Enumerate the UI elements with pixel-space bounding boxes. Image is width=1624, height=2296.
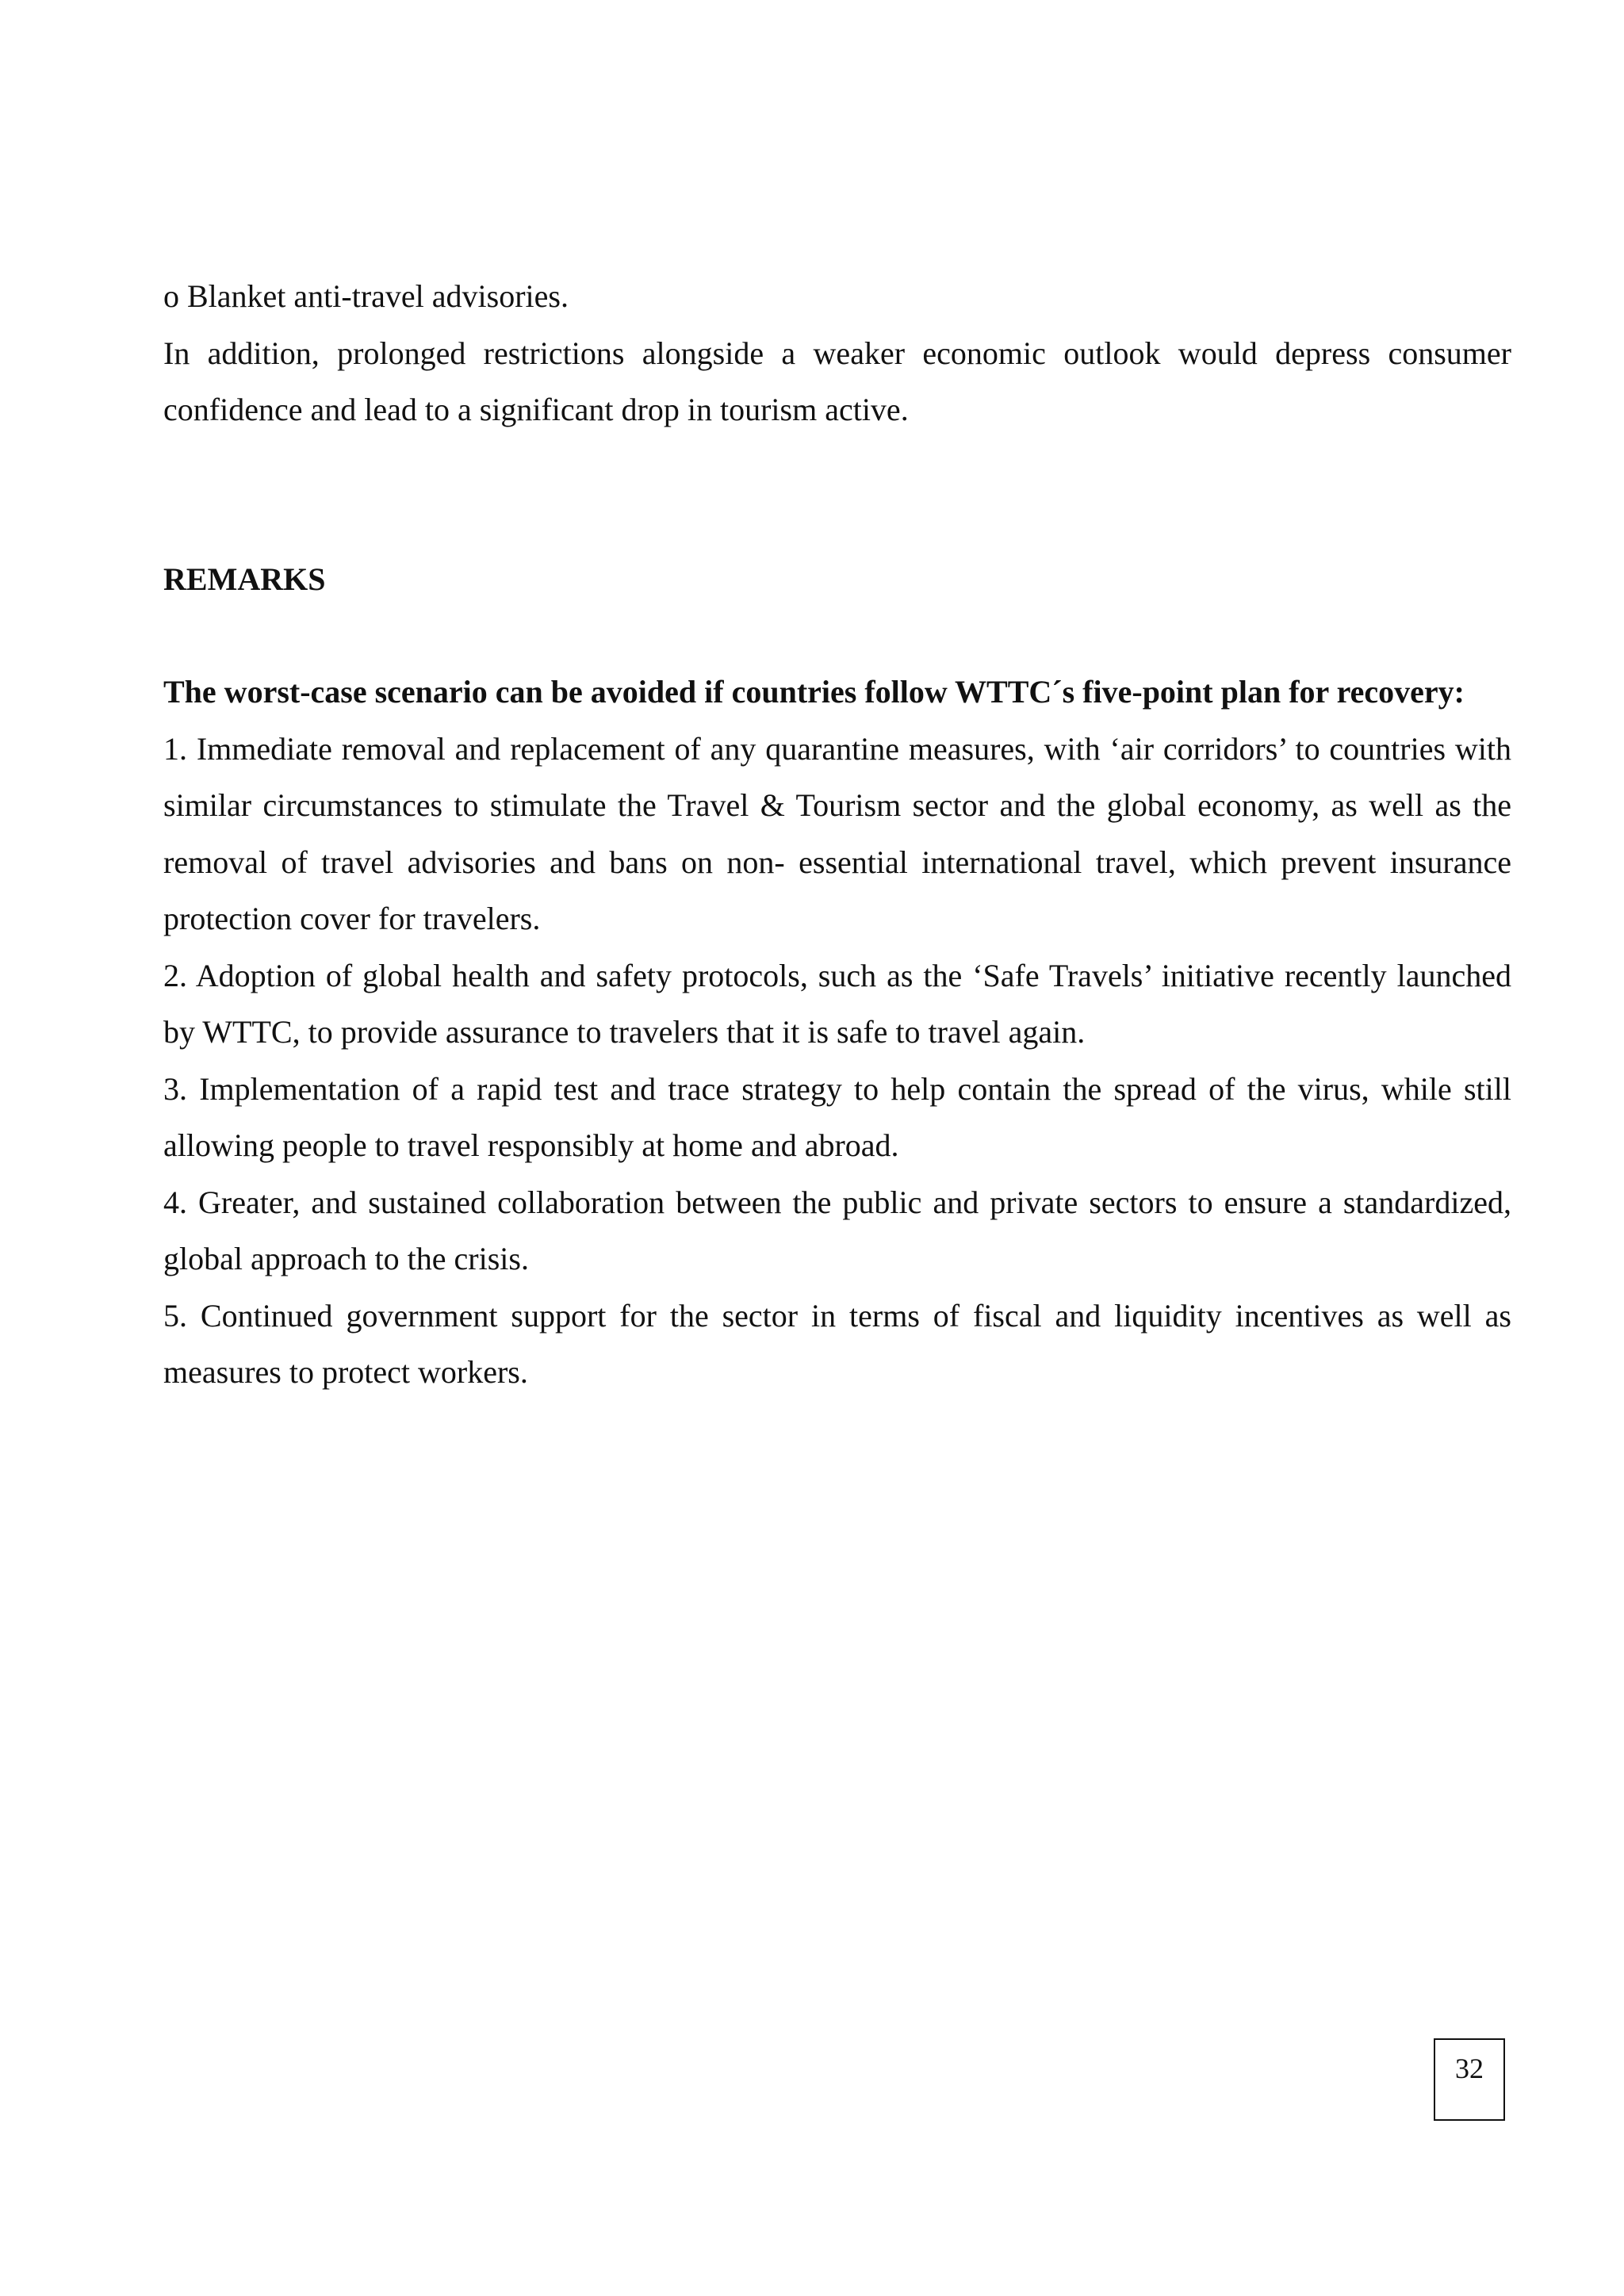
plan-item-1: 1. Immediate removal and replacement of any quarantine measures, with ‘air corridors’ to countries with similar circumstances to stimulate the Travel & Tourism sector and the global economy, as well as the removal of travel advisories and bans on non- essential international travel, which prevent insurance protection cover for travelers.: [163, 730, 1511, 936]
section-heading: REMARKS: [163, 561, 326, 597]
document-body: [163, 268, 1511, 1401]
lead-statement: The worst-case scenario can be avoided if countries follow WTTC´s five-point plan for recovery:: [163, 674, 1465, 710]
bullet-item: o Blanket anti-travel advisories.: [163, 278, 569, 314]
plan-item-4: 4. Greater, and sustained collaboration between the public and private sectors to ensure a standardized, global approach to the crisis.: [163, 1184, 1511, 1276]
plan-item-3: 3. Implementation of a rapid test and trace strategy to help contain the spread of the virus, while still allowing people to travel responsibly at home and abroad.: [163, 1070, 1511, 1163]
plan-item-5: 5. Continued government support for the sector in terms of fiscal and liquidity incentives as well as measures to protect workers.: [163, 1297, 1511, 1390]
page-number: 32: [1434, 2038, 1505, 2121]
plan-item-2: 2. Adoption of global health and safety protocols, such as the ‘Safe Travels’ initiative recently launched by WTTC, to provide assurance to travelers that it is safe to travel again.: [163, 957, 1511, 1050]
intro-paragraph: In addition, prolonged restrictions alongside a weaker economic outlook would depress consumer confidence and lead to a significant drop in tourism active.: [163, 335, 1511, 427]
